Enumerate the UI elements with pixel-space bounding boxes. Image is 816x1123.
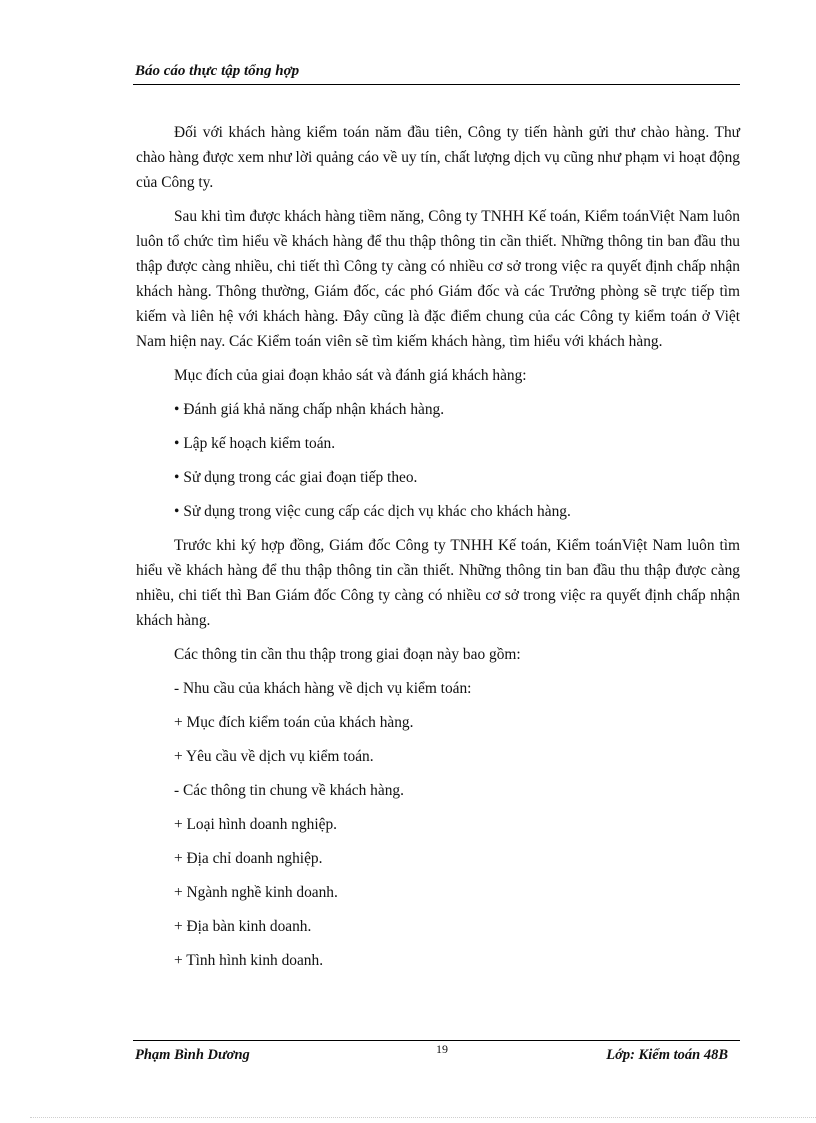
page-footer: [133, 1040, 740, 1063]
bullet-text: Đánh giá khả năng chấp nhận khách hàng.: [183, 401, 445, 418]
bullet-text: Sử dụng trong các giai đoạn tiếp theo.: [183, 469, 418, 486]
bullet-text: Lập kế hoạch kiểm toán.: [183, 435, 336, 452]
page-header: [133, 60, 740, 85]
bullet-item: [136, 499, 740, 524]
page-number: 19: [436, 1042, 448, 1056]
paragraph-3: Mục đích của giai đoạn khảo sát và đánh giá khách hàng:: [174, 367, 527, 384]
document-body: [136, 120, 740, 982]
bullet-marker: •: [174, 401, 180, 418]
list-line: + Địa chỉ doanh nghiệp.: [174, 850, 323, 867]
bullet-item: [136, 465, 740, 490]
list-line: + Địa bàn kinh doanh.: [174, 918, 312, 935]
page-edge-divider: [30, 1117, 816, 1118]
header-title: Báo cáo thực tập tổng hợp: [135, 63, 300, 79]
paragraph-4: Trước khi ký hợp đồng, Giám đốc Công ty TNHH Kế toán, Kiểm toánViệt Nam luôn tìm hiểu về khách hàng để thu thập thông tin cần thiết. Những thông tin ban đầu thu thập được càng nhiều, chi tiết thì Ban Giám đốc Công ty càng có nhiều cơ sở trong việc ra quyết định chấp nhận khách hàng.: [136, 537, 740, 629]
paragraph-2: Sau khi tìm được khách hàng tiềm năng, Công ty TNHH Kế toán, Kiểm toánViệt Nam luôn luôn tổ chức tìm hiểu về khách hàng để thu thập thông tin cần thiết. Những thông tin ban đầu thu thập được càng nhiều, chi tiết thì Công ty càng có nhiều cơ sở trong việc ra quyết định chấp nhận khách hàng. Thông thường, Giám đốc, các phó Giám đốc và các Trưởng phòng sẽ trực tiếp tìm kiếm và liên hệ với khách hàng. Đây cũng là đặc điểm chung của các Công ty kiểm toán ở Việt Nam hiện nay. Các Kiểm toán viên sẽ tìm kiếm khách hàng, tìm hiểu với khách hàng.: [136, 208, 740, 350]
bullet-marker: •: [174, 503, 180, 520]
bullet-marker: •: [174, 469, 180, 486]
list-line: + Mục đích kiểm toán của khách hàng.: [174, 714, 414, 731]
bullet-text: Sử dụng trong việc cung cấp các dịch vụ khác cho khách hàng.: [183, 503, 571, 520]
list-line: + Tình hình kinh doanh.: [174, 952, 324, 969]
list-line: + Ngành nghề kinh doanh.: [174, 884, 338, 901]
list-line: - Các thông tin chung về khách hàng.: [174, 782, 404, 799]
bullet-item: [136, 431, 740, 456]
list-line: + Loại hình doanh nghiệp.: [174, 816, 337, 833]
list-line: - Nhu cầu của khách hàng về dịch vụ kiểm toán:: [174, 680, 472, 697]
paragraph-5: Các thông tin cần thu thập trong giai đoạn này bao gồm:: [174, 646, 521, 663]
paragraph-1: Đối với khách hàng kiểm toán năm đầu tiên, Công ty tiến hành gửi thư chào hàng. Thư chào hàng được xem như lời quảng cáo về uy tín, chất lượng dịch vụ cũng như phạm vi hoạt động của Công ty.: [136, 124, 740, 191]
bullet-item: [136, 397, 740, 422]
list-line: + Yêu cầu về dịch vụ kiểm toán.: [174, 748, 374, 765]
footer-class-label: Lớp: Kiểm toán 48B: [606, 1047, 728, 1063]
bullet-marker: •: [174, 435, 180, 452]
footer-author: Phạm Bình Dương: [135, 1047, 250, 1063]
